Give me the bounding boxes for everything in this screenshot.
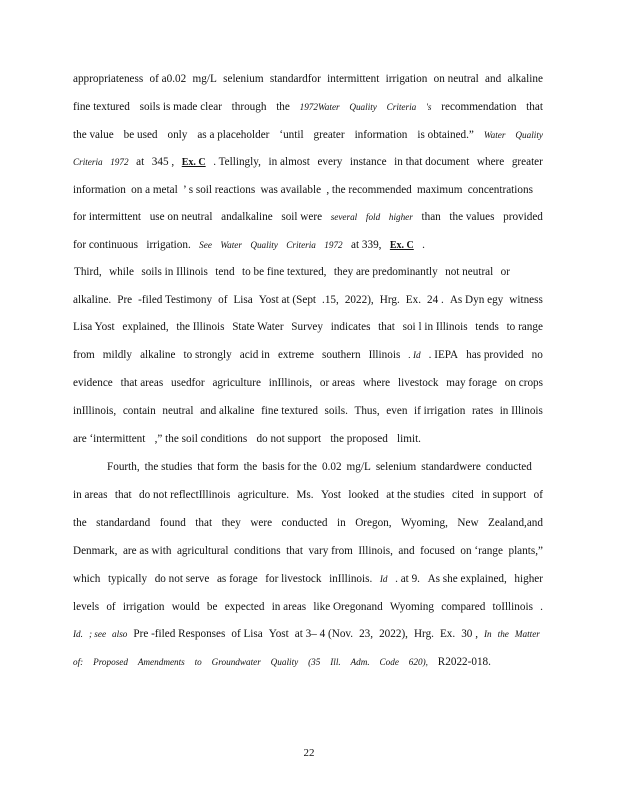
text-line	[73, 72, 543, 86]
text-segment: of Lisa	[231, 628, 263, 640]
citation-text: Criteria	[73, 157, 103, 167]
text-segment: Oregon,	[355, 517, 392, 529]
text-segment: they are predominantly	[333, 266, 438, 278]
text-segment: basis for the	[262, 461, 317, 473]
text-segment: on ‘range	[460, 545, 503, 557]
text-segment: fine textured	[73, 101, 130, 113]
text-segment: greater	[313, 129, 345, 141]
text-segment: higher	[514, 573, 543, 585]
text-segment: agricultural	[176, 545, 229, 557]
text-segment: do not support	[256, 433, 322, 445]
text-segment: as forage	[216, 573, 258, 585]
citation-text: 's	[425, 102, 432, 112]
text-segment: mildly	[102, 349, 133, 361]
text-segment: instance	[349, 156, 387, 168]
text-segment: Lisa	[233, 294, 253, 306]
text-segment: .	[422, 239, 425, 251]
text-segment: Ms.	[296, 489, 314, 501]
text-segment: mg/L	[192, 73, 217, 85]
text-segment: alkaline	[140, 349, 176, 361]
text-segment: inIllinois.	[329, 573, 373, 585]
text-segment: the	[276, 101, 290, 113]
text-segment: neutral	[162, 405, 194, 417]
text-segment: or	[500, 266, 510, 278]
text-segment: Hrg.	[413, 628, 434, 640]
text-segment: Pre -filed Responses	[133, 628, 226, 640]
text-segment: 345 ,	[151, 156, 175, 168]
text-segment: only	[167, 129, 188, 141]
text-segment: . at 9.	[395, 573, 420, 585]
text-segment: are as with	[122, 545, 172, 557]
text-segment: the values	[449, 211, 495, 223]
text-segment: and alkaline	[200, 405, 255, 417]
text-segment: livestock	[398, 377, 439, 389]
text-segment: 2022),	[379, 628, 408, 640]
text-segment: the value	[73, 129, 114, 141]
text-segment: not neutral	[445, 266, 494, 278]
text-line	[73, 600, 543, 614]
text-segment: agriculture.	[237, 489, 290, 501]
text-segment: levels	[73, 601, 100, 613]
citation-text: Quality	[270, 657, 299, 667]
citation-text: Adm.	[350, 657, 370, 667]
text-segment: soils in Illinois	[141, 266, 208, 278]
text-segment: As she explained,	[427, 573, 507, 585]
text-segment: were	[250, 517, 273, 529]
text-segment: , the recommended	[326, 184, 412, 196]
text-line	[73, 128, 543, 142]
text-segment: fine textured	[261, 405, 318, 417]
text-segment: at the studies	[386, 489, 445, 501]
text-segment: extreme	[277, 349, 314, 361]
text-segment: . IEPA	[428, 349, 459, 361]
citation-text: Groundwater	[211, 657, 261, 667]
citation-text: Water	[220, 240, 242, 250]
citation-text: Quality	[349, 102, 377, 112]
text-segment: found	[159, 517, 186, 529]
text-segment: witness	[509, 294, 543, 306]
text-line	[73, 210, 543, 224]
text-segment: even	[386, 405, 408, 417]
text-segment: ,” the soil conditions	[154, 433, 248, 445]
text-segment: standardand	[96, 517, 151, 529]
text-segment: of	[533, 489, 543, 501]
text-segment: 30 ,	[461, 628, 478, 640]
text-line	[73, 488, 543, 502]
text-line	[107, 460, 532, 474]
text-segment: that	[526, 101, 543, 113]
text-segment: cited	[452, 489, 474, 501]
text-segment: Pre	[117, 294, 133, 306]
text-segment: conducted	[485, 461, 532, 473]
citation-text: Quality	[515, 130, 543, 140]
text-segment: R2022-018.	[437, 656, 491, 668]
text-line	[73, 432, 421, 446]
text-segment: irrigation	[122, 601, 165, 613]
text-segment: agriculture	[212, 377, 261, 389]
text-segment: from	[73, 349, 95, 361]
citation-text: Matter	[514, 629, 540, 639]
exhibit-reference: Ex. C	[389, 240, 414, 251]
text-segment: tend	[215, 266, 235, 278]
text-segment: in Illinois	[499, 405, 543, 417]
text-line	[74, 265, 510, 279]
text-segment: vary from	[308, 545, 353, 557]
citation-text: In	[483, 629, 492, 639]
text-segment: focused	[420, 545, 455, 557]
text-segment: the	[73, 517, 87, 529]
text-segment: 23,	[359, 628, 374, 640]
text-segment: As Dyn egy	[449, 294, 504, 306]
citation-text: Criteria	[386, 102, 417, 112]
text-segment: every	[317, 156, 343, 168]
text-segment: Lisa Yost	[73, 321, 115, 333]
text-segment: they	[221, 517, 241, 529]
citation-text: ; see	[88, 629, 107, 639]
citation-text: Amendments	[137, 657, 185, 667]
text-segment: that areas	[120, 377, 164, 389]
text-segment: usedfor	[171, 377, 205, 389]
text-segment: to strongly	[183, 349, 232, 361]
text-segment: Denmark,	[73, 545, 118, 557]
text-segment: of	[218, 294, 228, 306]
text-segment: looked	[348, 489, 379, 501]
citation-text: Quality	[250, 240, 278, 250]
text-segment: which	[73, 573, 101, 585]
text-segment: through	[231, 101, 267, 113]
text-segment: maximum	[417, 184, 463, 196]
text-segment: while	[109, 266, 134, 278]
citation-text: also	[112, 629, 128, 639]
citation-text: Id.	[73, 629, 83, 639]
text-segment: that	[195, 517, 213, 529]
text-segment: for livestock	[265, 573, 322, 585]
text-segment: Third,	[74, 266, 102, 278]
text-segment: irrigation	[385, 73, 428, 85]
text-segment: in that document	[394, 156, 470, 168]
text-segment: toIllinois	[492, 601, 533, 613]
text-segment: typically	[107, 573, 148, 585]
citation-text: 620),	[408, 657, 428, 667]
text-segment: Yost at (Sept	[258, 294, 317, 306]
text-segment: -filed Testimony	[138, 294, 213, 306]
text-segment: the Illinois	[176, 321, 225, 333]
text-segment: do not reflectIllinois	[139, 489, 231, 501]
text-segment: do not serve	[154, 573, 210, 585]
citation-text: fold	[365, 212, 381, 222]
text-segment: that	[114, 489, 132, 501]
text-segment: standardwere	[421, 461, 481, 473]
citation-text: of:	[73, 657, 84, 667]
text-segment: acid in	[239, 349, 270, 361]
citation-text: 1972	[110, 157, 129, 167]
text-segment: State Water	[232, 321, 284, 333]
text-segment: as a placeholder	[197, 129, 270, 141]
text-segment: recommendation	[441, 101, 517, 113]
text-segment: in almost	[268, 156, 310, 168]
text-segment: southern	[322, 349, 361, 361]
text-segment: alkaline	[507, 73, 543, 85]
text-segment: on crops	[504, 377, 543, 389]
text-line	[73, 627, 540, 641]
text-segment: use on neutral	[149, 211, 213, 223]
text-segment: than	[421, 211, 441, 223]
text-segment: plants,”	[508, 545, 543, 557]
citation-text: to	[194, 657, 202, 667]
text-segment: andalkaline	[221, 211, 273, 223]
text-segment: Zealand,and	[488, 517, 543, 529]
text-segment: like Oregonand	[313, 601, 383, 613]
text-segment: . Tellingly,	[213, 156, 261, 168]
text-line	[73, 238, 425, 253]
text-line	[73, 572, 543, 586]
text-segment: may forage	[446, 377, 497, 389]
text-segment: Ex.	[439, 628, 456, 640]
text-segment: on neutral	[433, 73, 479, 85]
citation-text: Code	[379, 657, 399, 667]
text-segment: Yost	[320, 489, 341, 501]
text-segment: ‘until	[279, 129, 304, 141]
text-segment: in areas	[73, 489, 108, 501]
text-segment: limit.	[397, 433, 421, 445]
text-segment: for intermittent	[73, 211, 142, 223]
text-segment: Thus,	[354, 405, 380, 417]
text-line	[73, 183, 533, 197]
citation-text: 1972	[324, 240, 343, 250]
text-segment: Wyoming	[389, 601, 434, 613]
text-segment: for continuous	[73, 239, 138, 251]
text-segment: Illinois,	[358, 545, 393, 557]
text-segment: Illinois	[368, 349, 401, 361]
citation-text: several	[330, 212, 358, 222]
text-segment: Hrg.	[379, 294, 400, 306]
text-segment: irrigation.	[146, 239, 191, 251]
text-segment: ’ s soil reactions	[183, 184, 256, 196]
citation-text: 1972Water	[299, 102, 340, 112]
text-segment: provided	[503, 211, 543, 223]
text-segment: that	[378, 321, 395, 333]
text-segment: the studies	[144, 461, 193, 473]
text-segment: at 3– 4 (Nov.	[294, 628, 354, 640]
text-segment: of a0.02	[149, 73, 187, 85]
text-segment: soils is made clear	[139, 101, 222, 113]
text-segment: appropriateness	[73, 73, 144, 85]
text-line	[73, 404, 543, 418]
text-segment: that	[286, 545, 303, 557]
text-segment: was available	[260, 184, 322, 196]
text-segment: the proposed	[330, 433, 388, 445]
text-segment: tends	[475, 321, 499, 333]
exhibit-reference: Ex. C	[181, 157, 206, 168]
text-segment: where	[362, 377, 391, 389]
text-segment: of	[106, 601, 116, 613]
text-segment: in	[337, 517, 346, 529]
text-segment: evidence	[73, 377, 113, 389]
text-segment: compared	[441, 601, 486, 613]
text-segment: contain	[122, 405, 156, 417]
text-line	[73, 100, 543, 114]
citation-text: . Id	[408, 350, 421, 360]
text-line	[73, 293, 543, 307]
text-segment: information	[354, 129, 408, 141]
text-segment: New	[457, 517, 479, 529]
text-segment: expected	[224, 601, 265, 613]
text-segment: rates	[471, 405, 494, 417]
text-segment: 2022),	[344, 294, 374, 306]
text-segment: be	[206, 601, 218, 613]
citation-text: Criteria	[286, 240, 316, 250]
text-segment: concentrations	[467, 184, 533, 196]
text-segment: at 339,	[351, 239, 382, 251]
text-segment: explained,	[122, 321, 169, 333]
text-segment: inIllinois,	[268, 377, 312, 389]
text-segment: selenium	[375, 461, 417, 473]
text-segment: conducted	[281, 517, 328, 529]
text-segment: Wyoming,	[401, 517, 448, 529]
citation-text: higher	[388, 212, 413, 222]
text-segment: Fourth,	[107, 461, 140, 473]
text-segment: Survey	[291, 321, 323, 333]
text-segment: are ‘intermittent	[73, 433, 146, 445]
text-segment: .15,	[322, 294, 339, 306]
text-segment: 24 .	[427, 294, 444, 306]
text-segment: in areas	[271, 601, 307, 613]
text-segment: alkaline.	[73, 294, 112, 306]
text-segment: to be fine textured,	[241, 266, 327, 278]
citation-text: Proposed	[93, 657, 128, 667]
text-segment: is obtained.”	[417, 129, 474, 141]
text-segment: greater	[511, 156, 543, 168]
text-line	[73, 155, 543, 170]
text-segment: would	[171, 601, 200, 613]
text-segment: soil were	[281, 211, 323, 223]
text-segment: selenium	[223, 73, 264, 85]
text-segment: in support	[481, 489, 527, 501]
text-line	[73, 516, 543, 530]
text-segment: to range	[506, 321, 543, 333]
text-segment: on a metal	[131, 184, 178, 196]
text-segment: inIllinois,	[73, 405, 117, 417]
text-line	[73, 320, 543, 334]
text-segment: be used	[123, 129, 158, 141]
text-segment: if irrigation	[414, 405, 466, 417]
text-segment: that form	[197, 461, 239, 473]
text-segment: indicates	[330, 321, 371, 333]
text-segment: soils.	[324, 405, 348, 417]
text-segment: has provided	[466, 349, 524, 361]
text-segment: soi l in Illinois	[402, 321, 468, 333]
citation-text: (35	[308, 657, 321, 667]
text-segment: mg/L	[346, 461, 371, 473]
text-line	[73, 376, 543, 390]
text-line	[73, 348, 543, 362]
text-segment: 0.02	[321, 461, 342, 473]
text-line	[73, 655, 491, 669]
citation-text: Water	[483, 130, 506, 140]
text-segment: Ex.	[405, 294, 421, 306]
text-segment: .	[540, 601, 543, 613]
citation-text: Id	[379, 574, 388, 584]
text-segment: the	[243, 461, 258, 473]
text-segment: and	[485, 73, 502, 85]
text-segment: or areas	[319, 377, 355, 389]
text-segment: standardfor	[269, 73, 321, 85]
citation-text: the	[497, 629, 509, 639]
page-number: 22	[303, 747, 315, 759]
text-segment: Yost	[268, 628, 289, 640]
citation-text: Ill.	[330, 657, 341, 667]
text-segment: intermittent	[327, 73, 380, 85]
text-segment: conditions	[234, 545, 281, 557]
text-segment: where	[476, 156, 505, 168]
text-line	[73, 544, 543, 558]
text-segment: at	[136, 156, 145, 168]
text-segment: information	[73, 184, 126, 196]
text-segment: no	[531, 349, 543, 361]
citation-text: See	[199, 240, 212, 250]
text-segment: and	[398, 545, 415, 557]
